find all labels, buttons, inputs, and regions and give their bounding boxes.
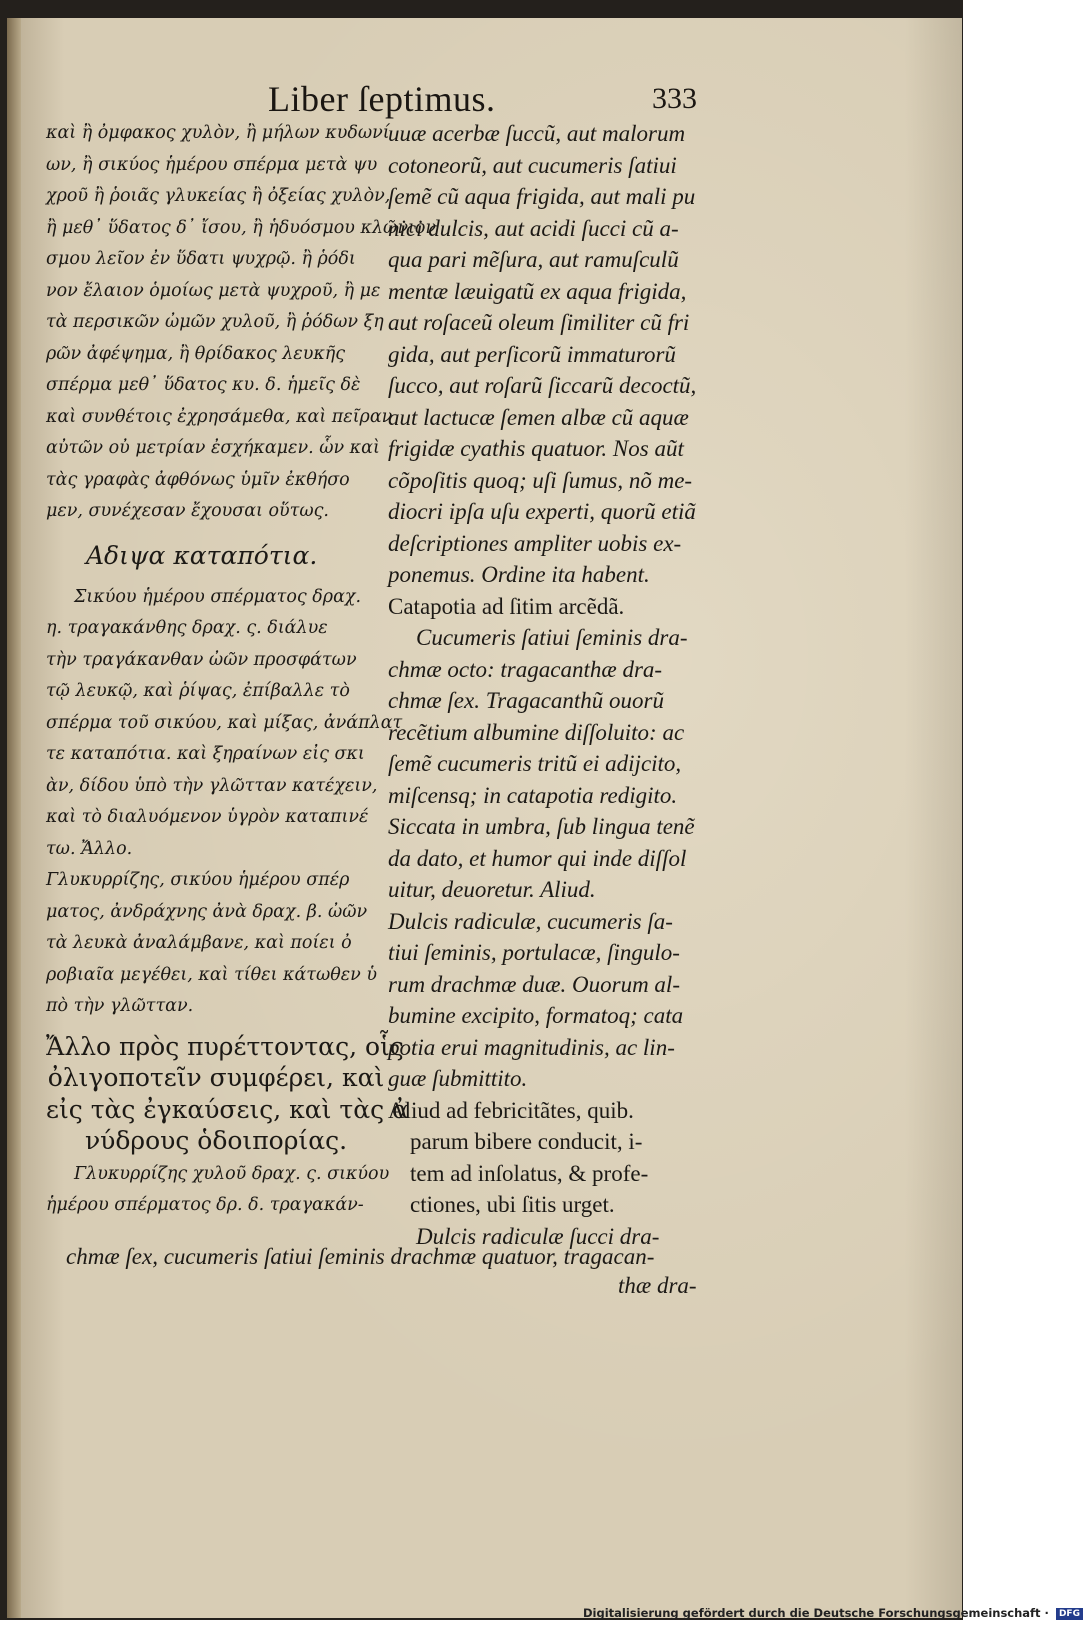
greek-text-line: πὸ τὴν γλῶτταν. bbox=[46, 996, 194, 1016]
latin-text-line: Dulcis radiculæ ſucci dra- bbox=[416, 1223, 660, 1249]
greek-text-line: καὶ συνθέτοις ἐχρησάμεθα, καὶ πεῖραν bbox=[46, 406, 393, 427]
latin-text-line: potia erui magnitudinis, ac lin- bbox=[388, 1034, 675, 1060]
dfg-logo: DFG bbox=[1056, 1608, 1083, 1620]
greek-text-line: καὶ τὸ διαλυόμενον ὑγρὸν καταπινέ bbox=[46, 807, 369, 827]
greek-text-line: τῷ λευκῷ, καὶ ῥίψας, ἐπίβαλλε τὸ bbox=[46, 681, 350, 701]
running-head: Liber ſeptimus. bbox=[268, 79, 496, 119]
greek-text-line: τω. Ἄλλο. bbox=[46, 838, 133, 859]
greek-heading-line: νύδρους ὁδοιπορίας. bbox=[84, 1126, 348, 1155]
latin-text-line: uitur, deuoretur. Aliud. bbox=[388, 877, 596, 902]
latin-text-line: guæ ſubmittito. bbox=[388, 1066, 528, 1091]
latin-text-line: tiui ſeminis, portulacæ, ſingulo- bbox=[388, 940, 680, 965]
latin-text-line: chmæ ſex. Tragacanthũ ouorũ bbox=[388, 688, 664, 713]
greek-text-line: τὰ περσικῶν ὠμῶν χυλοῦ, ἢ ῥόδων ξη bbox=[46, 312, 384, 332]
digitization-footer bbox=[583, 1606, 1080, 1628]
latin-heading-line: tem ad inſolatus, & profe- bbox=[410, 1160, 649, 1186]
greek-text-line: σπέρμα μεθ᾽ ὕδατος κυ. δ. ἡμεῖς δὲ bbox=[46, 375, 361, 395]
latin-text-line: Siccata in umbra, ſub lingua tenẽ bbox=[388, 814, 695, 839]
greek-text-line: ων, ἢ σικύος ἡμέρου σπέρμα μετὰ ψυ bbox=[46, 154, 378, 175]
latin-heading-line: parum bibere conducit, i- bbox=[410, 1129, 643, 1154]
greek-paragraph-2 bbox=[46, 582, 403, 1023]
greek-heading-1: Αδιψα καταπότια. bbox=[86, 540, 318, 570]
latin-text-line: cõpoſitis quoq; uſi ſumus, nõ me- bbox=[388, 467, 693, 493]
greek-text-line: ὰν, δίδου ὑπὸ τὴν γλῶτταν κατέχειν, bbox=[46, 775, 378, 796]
greek-text-line: ρῶν ἀφέψημα, ἢ θρίδακος λευκῆς bbox=[46, 343, 346, 364]
latin-text-line: rum drachmæ duæ. Ouorum al- bbox=[388, 971, 680, 997]
latin-text-line: gida, aut perſicorũ immaturorũ bbox=[388, 341, 676, 367]
latin-paragraph-1 bbox=[388, 118, 710, 591]
latin-text-line: aut lactucæ ſemen albæ cũ aquæ bbox=[388, 404, 689, 430]
greek-text-line: νον ἔλαιον ὁμοίως μετὰ ψυχροῦ, ἢ με bbox=[46, 280, 381, 301]
latin-column bbox=[388, 118, 710, 1252]
latin-text-line: qua pari mẽſura, aut ramuſculũ bbox=[388, 247, 679, 272]
greek-text-line: αὐτῶν οὐ μετρίαν ἐσχήκαμεν. ὧν καὶ bbox=[46, 438, 380, 458]
latin-text-line: aut roſaceũ oleum ſimiliter cũ fri bbox=[388, 310, 690, 335]
greek-text-line: η. τραγακάνθης δραχ. ς. διάλυε bbox=[46, 618, 328, 638]
greek-heading-line: Ἄλλο πρὸς πυρέττοντας, οἷς bbox=[46, 1031, 404, 1061]
greek-text-line: σμου λεῖον ἐν ὕδατι ψυχρῷ. ἢ ῥόδι bbox=[46, 249, 356, 269]
latin-text-line: mentæ læuigatũ ex aqua frigida, bbox=[388, 278, 687, 304]
greek-heading-line: εἰς τὰς ἐγκαύσεις, καὶ τὰς ἀ bbox=[46, 1094, 409, 1124]
latin-heading-2 bbox=[388, 1095, 710, 1221]
greek-column bbox=[46, 118, 436, 1222]
greek-heading-line: ὀλιγοποτεῖν συμφέρει, καὶ bbox=[47, 1063, 385, 1092]
latin-text-line: cotoneorũ, aut cucumeris ſatiui bbox=[388, 152, 677, 178]
latin-text-line: recẽtium albumine diſſoluito: ac bbox=[388, 719, 685, 745]
greek-paragraph-3 bbox=[46, 1159, 390, 1222]
latin-text-line: nici dulcis, aut acidi ſucci cũ a- bbox=[388, 215, 679, 241]
latin-text-line: Dulcis radiculæ, cucumeris ſa- bbox=[388, 908, 673, 934]
latin-text-line: ſemẽ cũ aqua frigida, aut mali pu bbox=[388, 184, 696, 209]
latin-text-line: da dato, et humor qui inde diſſol bbox=[388, 845, 687, 871]
greek-text-line: Σικύου ἡμέρου σπέρματος δραχ. bbox=[74, 586, 362, 607]
greek-text-line: ἡμέρου σπέρματος δρ. δ. τραγακάν- bbox=[46, 1195, 364, 1215]
latin-text-line: miſcensq; in catapotia redigito. bbox=[388, 782, 678, 808]
greek-text-line: καὶ ἢ ὀμφακος χυλὸν, ἢ μήλων κυδωνί bbox=[46, 123, 390, 143]
catchword: thæ dra- bbox=[618, 1273, 697, 1298]
greek-text-line: τὰς γραφὰς ἀφθόνως ὑμῖν ἐκθήσο bbox=[46, 469, 350, 490]
greek-text-line: σπέρμα τοῦ σικύου, καὶ μίξας, ἀνάπλατ bbox=[46, 712, 403, 733]
latin-text-line: Cucumeris ſatiui ſeminis dra- bbox=[416, 625, 688, 650]
latin-text-line: frigidæ cyathis quatuor. Nos aũt bbox=[388, 436, 684, 461]
page-number: 333 bbox=[652, 82, 697, 115]
latin-text-line: uuæ acerbæ ſuccũ, aut malorum bbox=[388, 121, 686, 146]
greek-text-line: ἢ μεθ᾽ ὕδατος δ᾽ ἴσου, ἢ ἡδυόσμου κλῶνιον bbox=[46, 217, 436, 238]
latin-paragraph-2 bbox=[388, 622, 710, 1095]
footer-text: Digitalisierung gefördert durch die Deutsche Forschungsgemeinschaft · bbox=[583, 1606, 1049, 1620]
full-width-line: chmæ ſex, cucumeris ſatiui ſeminis drachmæ quatuor, tragacan- bbox=[66, 1244, 655, 1269]
greek-text-line: Γλυκυρρίζης χυλοῦ δραχ. ς. σικύου bbox=[74, 1163, 390, 1184]
greek-text-line: ματος, ἀνδράχνης ἀνὰ δραχ. β. ὠῶν bbox=[46, 901, 368, 922]
greek-text-line: τε καταπότια. καὶ ξηραίνων εἰς σκι bbox=[46, 744, 365, 764]
latin-heading-1: Catapotia ad ſitim arcẽdã. bbox=[388, 593, 625, 619]
latin-heading-line: ctiones, ubi ſitis urget. bbox=[410, 1192, 615, 1217]
greek-heading-2 bbox=[46, 1029, 409, 1155]
greek-text-line: Γλυκυρρίζης, σικύου ἡμέρου σπέρ bbox=[46, 870, 350, 890]
greek-text-line: τὰ λευκὰ ἀναλάμβανε, καὶ ποίει ὀ bbox=[46, 933, 352, 953]
page-gutter-shadow bbox=[7, 18, 21, 1618]
greek-text-line: ροβιαῖα μεγέθει, καὶ τίθει κάτωθεν ὑ bbox=[46, 964, 378, 985]
latin-text-line: ſucco, aut roſarũ ſiccarũ decoctũ, bbox=[388, 373, 697, 398]
greek-text-line: μεν, συνέχεσαν ἔχουσαι οὕτως. bbox=[46, 501, 329, 521]
latin-text-line: diocri ipſa uſu experti, quorũ etiã bbox=[388, 499, 696, 524]
greek-text-line: τὴν τραγάκανθαν ὠῶν προσφάτων bbox=[46, 649, 357, 670]
greek-paragraph-1 bbox=[46, 118, 436, 528]
latin-text-line: ponemus. Ordine ita habent. bbox=[388, 562, 650, 587]
latin-text-line: ſemẽ cucumeris tritũ ei adijcito, bbox=[388, 751, 682, 776]
latin-text-line: chmæ octo: tragacanthæ dra- bbox=[388, 656, 663, 682]
greek-text-line: χροῦ ἢ ῥοιᾶς γλυκείας ἢ ὀξείας χυλὸν, bbox=[46, 186, 391, 206]
latin-text-line: deſcriptiones ampliter uobis ex- bbox=[388, 530, 682, 556]
latin-heading-line: Aliud ad febricitãtes, quib. bbox=[388, 1097, 634, 1123]
latin-text-line: bumine excipito, formatoq; cata bbox=[388, 1003, 684, 1028]
